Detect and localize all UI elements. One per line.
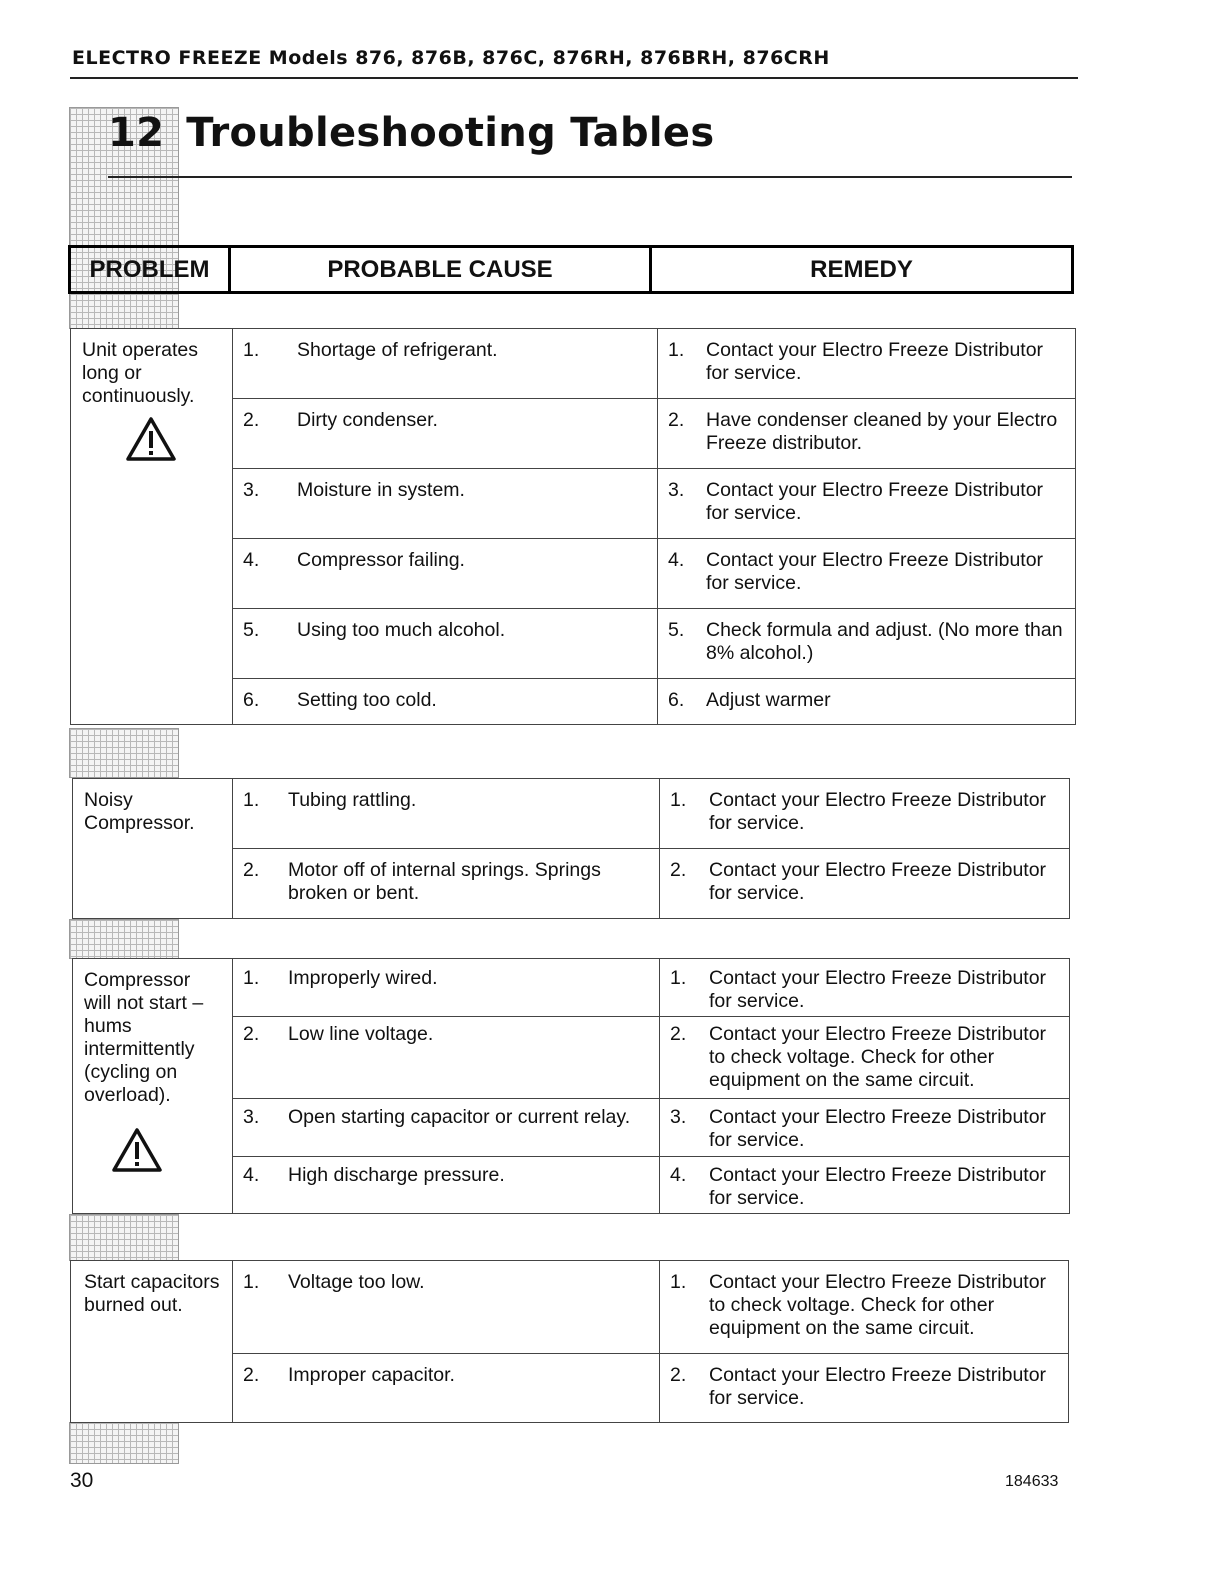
cause-text: Dirty condenser.	[297, 409, 438, 431]
remedy-cell	[660, 959, 1070, 1017]
section-number: 12	[108, 110, 165, 156]
remedy-cell	[660, 849, 1070, 919]
cause-cell	[233, 399, 658, 469]
problem-cell	[73, 959, 233, 1214]
remedy-cell	[658, 539, 1076, 609]
problem-text: Compressor will not start – hums intermittently (cycling on overload).	[84, 969, 204, 1106]
remedy-cell	[658, 469, 1076, 539]
cause-cell	[233, 849, 660, 919]
problem-text: Unit operates long or continuously.	[82, 339, 198, 407]
remedy-number: 1.	[670, 1271, 687, 1293]
column-header-cause: PROBABLE CAUSE	[231, 248, 652, 291]
cause-number: 2.	[243, 1023, 260, 1045]
page-title	[108, 110, 714, 156]
remedy-number: 6.	[668, 689, 685, 711]
cause-number: 3.	[243, 479, 260, 501]
cause-number: 1.	[243, 789, 260, 811]
cause-number: 4.	[243, 549, 260, 571]
remedy-text: Contact your Electro Freeze Distributor for service.	[709, 859, 1047, 904]
cause-cell	[233, 539, 658, 609]
remedy-text: Check formula and adjust. (No more than 8% alcohol.)	[706, 619, 1063, 664]
remedy-cell	[660, 1157, 1070, 1214]
grid-decoration	[69, 728, 179, 778]
cause-number: 4.	[243, 1164, 260, 1186]
remedy-number: 1.	[670, 967, 687, 989]
remedy-number: 4.	[668, 549, 685, 571]
cause-text: Open starting capacitor or current relay.	[288, 1106, 631, 1128]
table-row	[71, 329, 1076, 399]
remedy-cell	[660, 1261, 1069, 1354]
remedy-number: 2.	[670, 1364, 687, 1386]
cause-number: 3.	[243, 1106, 260, 1128]
cause-text: Shortage of refrigerant.	[297, 339, 498, 361]
column-header-remedy: REMEDY	[810, 255, 913, 283]
remedy-cell	[658, 329, 1076, 399]
cause-cell	[233, 679, 658, 725]
cause-number: 1.	[243, 1271, 260, 1293]
remedy-text: Adjust warmer	[706, 689, 831, 711]
table-row	[73, 779, 1070, 849]
cause-text: Low line voltage.	[288, 1023, 434, 1045]
grid-decoration	[69, 919, 179, 959]
remedy-text: Contact your Electro Freeze Distributor for service.	[709, 1164, 1047, 1209]
troubleshooting-table-2	[72, 778, 1070, 919]
cause-cell	[233, 1017, 660, 1099]
grid-decoration	[69, 1214, 179, 1261]
cause-cell	[233, 1099, 660, 1157]
remedy-number: 2.	[670, 859, 687, 881]
remedy-text: Contact your Electro Freeze Distributor for service.	[706, 549, 1044, 594]
cause-cell	[233, 609, 658, 679]
warning-triangle-icon	[82, 416, 222, 468]
remedy-text: Contact your Electro Freeze Distributor for service.	[709, 789, 1047, 834]
remedy-number: 5.	[668, 619, 685, 641]
cause-cell	[233, 1157, 660, 1214]
remedy-text: Have condenser cleaned by your Electro Freeze distributor.	[706, 409, 1058, 454]
remedy-cell	[660, 1017, 1070, 1099]
cause-text: Moisture in system.	[297, 479, 465, 501]
remedy-text: Contact your Electro Freeze Distributor to check voltage. Check for other equipment on the same circuit.	[709, 1271, 1047, 1339]
remedy-cell	[658, 609, 1076, 679]
cause-text: High discharge pressure.	[288, 1164, 505, 1186]
remedy-number: 4.	[670, 1164, 687, 1186]
remedy-cell	[658, 399, 1076, 469]
cause-text: Motor off of internal springs. Springs broken or bent.	[288, 859, 601, 904]
cause-number: 5.	[243, 619, 260, 641]
problem-text: Start capacitors burned out.	[84, 1271, 220, 1316]
remedy-number: 1.	[668, 339, 685, 361]
grid-decoration	[69, 1422, 179, 1464]
cause-text: Improperly wired.	[288, 967, 438, 989]
document-number: 184633	[1005, 1473, 1059, 1490]
remedy-cell	[658, 679, 1076, 725]
cause-text: Voltage too low.	[288, 1271, 425, 1293]
table-row	[71, 1261, 1069, 1354]
remedy-text: Contact your Electro Freeze Distributor for service.	[709, 1364, 1047, 1409]
title-divider	[108, 176, 1072, 178]
remedy-text: Contact your Electro Freeze Distributor to check voltage. Check for other equipment on the same circuit.	[709, 1023, 1047, 1091]
cause-text: Tubing rattling.	[288, 789, 417, 811]
remedy-text: Contact your Electro Freeze Distributor for service.	[709, 1106, 1047, 1151]
troubleshooting-table-1	[70, 328, 1076, 725]
warning-triangle-icon	[84, 1127, 222, 1179]
cause-cell	[233, 1354, 660, 1423]
remedy-cell	[660, 1099, 1070, 1157]
remedy-number: 3.	[670, 1106, 687, 1128]
problem-text: Noisy Compressor.	[84, 789, 195, 834]
header-divider	[70, 77, 1078, 79]
remedy-text: Contact your Electro Freeze Distributor for service.	[706, 339, 1044, 384]
cause-cell	[233, 329, 658, 399]
remedy-cell	[660, 1354, 1069, 1423]
cause-text: Setting too cold.	[297, 689, 437, 711]
cause-number: 2.	[243, 409, 260, 431]
troubleshooting-table-3	[72, 958, 1070, 1214]
remedy-text: Contact your Electro Freeze Distributor for service.	[709, 967, 1047, 1012]
section-title: Troubleshooting Tables	[186, 110, 715, 156]
cause-cell	[233, 469, 658, 539]
remedy-number: 2.	[668, 409, 685, 431]
cause-number: 2.	[243, 859, 260, 881]
troubleshooting-table-4	[70, 1260, 1069, 1423]
problem-cell	[71, 329, 233, 725]
cause-cell	[233, 959, 660, 1017]
remedy-number: 3.	[668, 479, 685, 501]
cause-number: 6.	[243, 689, 260, 711]
cause-cell	[233, 1261, 660, 1354]
cause-text: Improper capacitor.	[288, 1364, 455, 1386]
remedy-number: 1.	[670, 789, 687, 811]
remedy-text: Contact your Electro Freeze Distributor for service.	[706, 479, 1044, 524]
column-header	[68, 245, 1074, 294]
cause-number: 1.	[243, 967, 260, 989]
column-header-problem: PROBLEM	[71, 248, 231, 291]
cause-text: Compressor failing.	[297, 549, 465, 571]
cause-text: Using too much alcohol.	[297, 619, 506, 641]
table-row	[73, 959, 1070, 1017]
cause-number: 2.	[243, 1364, 260, 1386]
remedy-cell	[660, 779, 1070, 849]
problem-cell	[73, 779, 233, 919]
document-header: ELECTRO FREEZE Models 876, 876B, 876C, 876RH, 876BRH, 876CRH	[72, 47, 830, 69]
remedy-number: 2.	[670, 1023, 687, 1045]
cause-number: 1.	[243, 339, 260, 361]
cause-cell	[233, 779, 660, 849]
problem-cell	[71, 1261, 233, 1423]
page-number: 30	[70, 1469, 94, 1492]
